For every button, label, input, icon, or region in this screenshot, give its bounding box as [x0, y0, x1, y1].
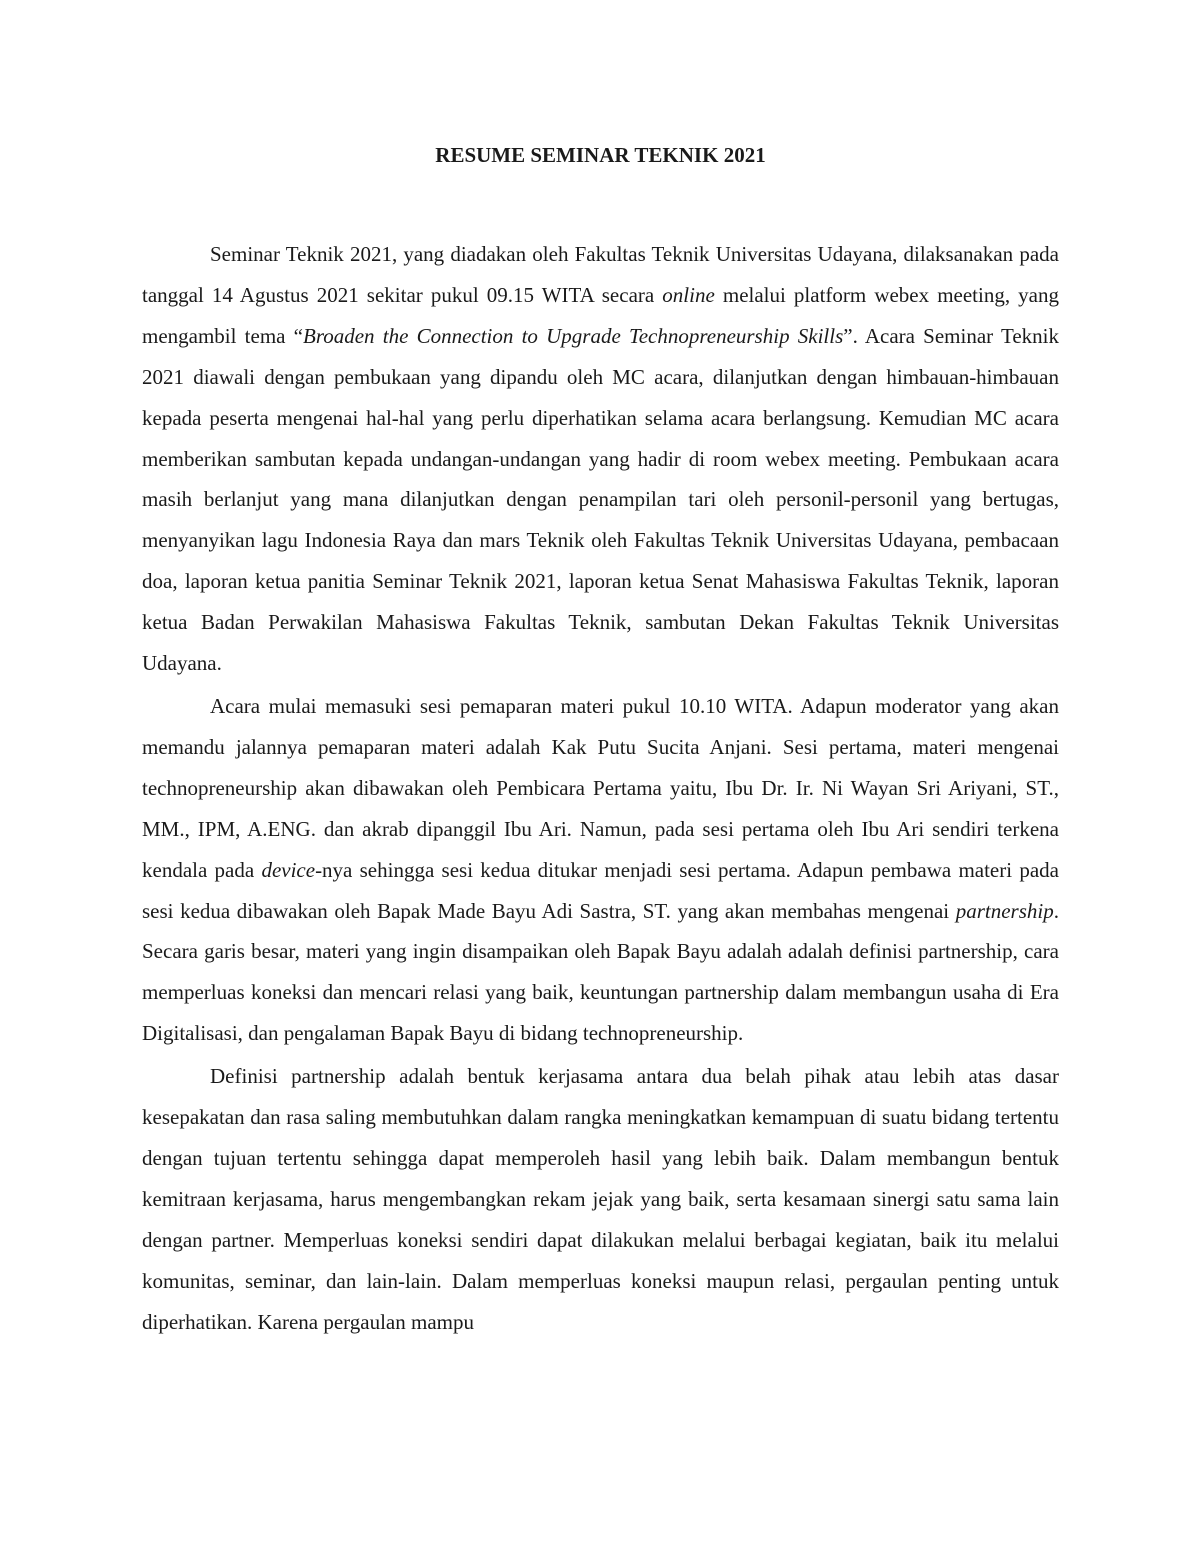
paragraph-1-text: ”. Acara Seminar Teknik 2021 diawali dengan pembukaan yang dipandu oleh MC acara, dilanjutkan dengan himbauan-himbauan kepada peserta mengenai hal-hal yang perlu diperhatikan selama acara berlangsung. Kemudian MC acara memberikan sambutan kepada undangan-undangan yang hadir di room webex meeting. Pembukaan acara masih berlanjut yang mana dilanjutkan dengan penampilan tari oleh personil-personil yang bertugas, menyanyikan lagu Indonesia Raya dan mars Teknik oleh Fakultas Teknik Universitas Udayana, pembacaan doa, laporan ketua panitia Seminar Teknik 2021, laporan ketua Senat Mahasiswa Fakultas Teknik, laporan ketua Badan Perwakilan Mahasiswa Fakultas Teknik, sambutan Dekan Fakultas Teknik Universitas Udayana.: [142, 323, 1059, 676]
document-page: [142, 140, 1059, 1342]
paragraph-1-text: Seminar Teknik 2021, yang diadakan oleh Fakultas Teknik Universitas Udayana, dilaksanakan pada tanggal 14 Agustus 2021 sekitar pukul 09.15 WITA secara: [142, 242, 1059, 307]
paragraph-2-text: . Secara garis besar, materi yang ingin disampaikan oleh Bapak Bayu adalah adalah definisi partnership, cara memperluas koneksi dan mencari relasi yang baik, keuntungan partnership dalam membangun usaha di Era Digitalisasi, dan pengalaman Bapak Bayu di bidang technopreneurship.: [142, 898, 1059, 1046]
paragraph-1-italic-theme: Broaden the Connection to Upgrade Technopreneurship Skills: [303, 323, 844, 348]
paragraph-1: [142, 234, 1059, 684]
paragraph-2-italic-partnership: partnership: [955, 898, 1054, 923]
paragraph-3: [142, 1056, 1059, 1342]
paragraph-2: [142, 686, 1059, 1054]
document-title: RESUME SEMINAR TEKNIK 2021: [435, 143, 766, 167]
paragraph-2-italic-device: device: [261, 857, 316, 882]
paragraph-2-text: Acara mulai memasuki sesi pemaparan materi pukul 10.10 WITA. Adapun moderator yang akan memandu jalannya pemaparan materi adalah Kak Putu Sucita Anjani. Sesi pertama, materi mengenai technopreneurship akan dibawakan oleh Pembicara Pertama yaitu, Ibu Dr. Ir. Ni Wayan Sri Ariyani, ST., MM., IPM, A.ENG. dan akrab dipanggil Ibu Ari. Namun, pada sesi pertama oleh Ibu Ari sendiri terkena kendala pada: [142, 693, 1059, 882]
paragraph-2-text: -nya sehingga sesi kedua ditukar menjadi sesi pertama. Adapun pembawa materi pada sesi kedua dibawakan oleh Bapak Made Bayu Adi Sastra, ST. yang akan membahas mengenai: [142, 857, 1059, 923]
paragraph-1-italic-online: online: [662, 282, 715, 307]
paragraph-3-text: Definisi partnership adalah bentuk kerjasama antara dua belah pihak atau lebih atas dasar kesepakatan dan rasa saling membutuhkan dalam rangka meningkatkan kemampuan di suatu bidang tertentu dengan tujuan tertentu sehingga dapat memperoleh hasil yang lebih baik. Dalam membangun bentuk kemitraan kerjasama, harus mengembangkan rekam jejak yang baik, serta kesamaan sinergi satu sama lain dengan partner. Memperluas koneksi sendiri dapat dilakukan melalui berbagai kegiatan, baik itu melalui komunitas, seminar, dan lain-lain. Dalam memperluas koneksi maupun relasi, pergaulan penting untuk diperhatikan. Karena pergaulan mampu: [142, 1064, 1059, 1334]
paragraph-1-text: melalui platform webex meeting, yang mengambil tema “: [142, 282, 1059, 348]
